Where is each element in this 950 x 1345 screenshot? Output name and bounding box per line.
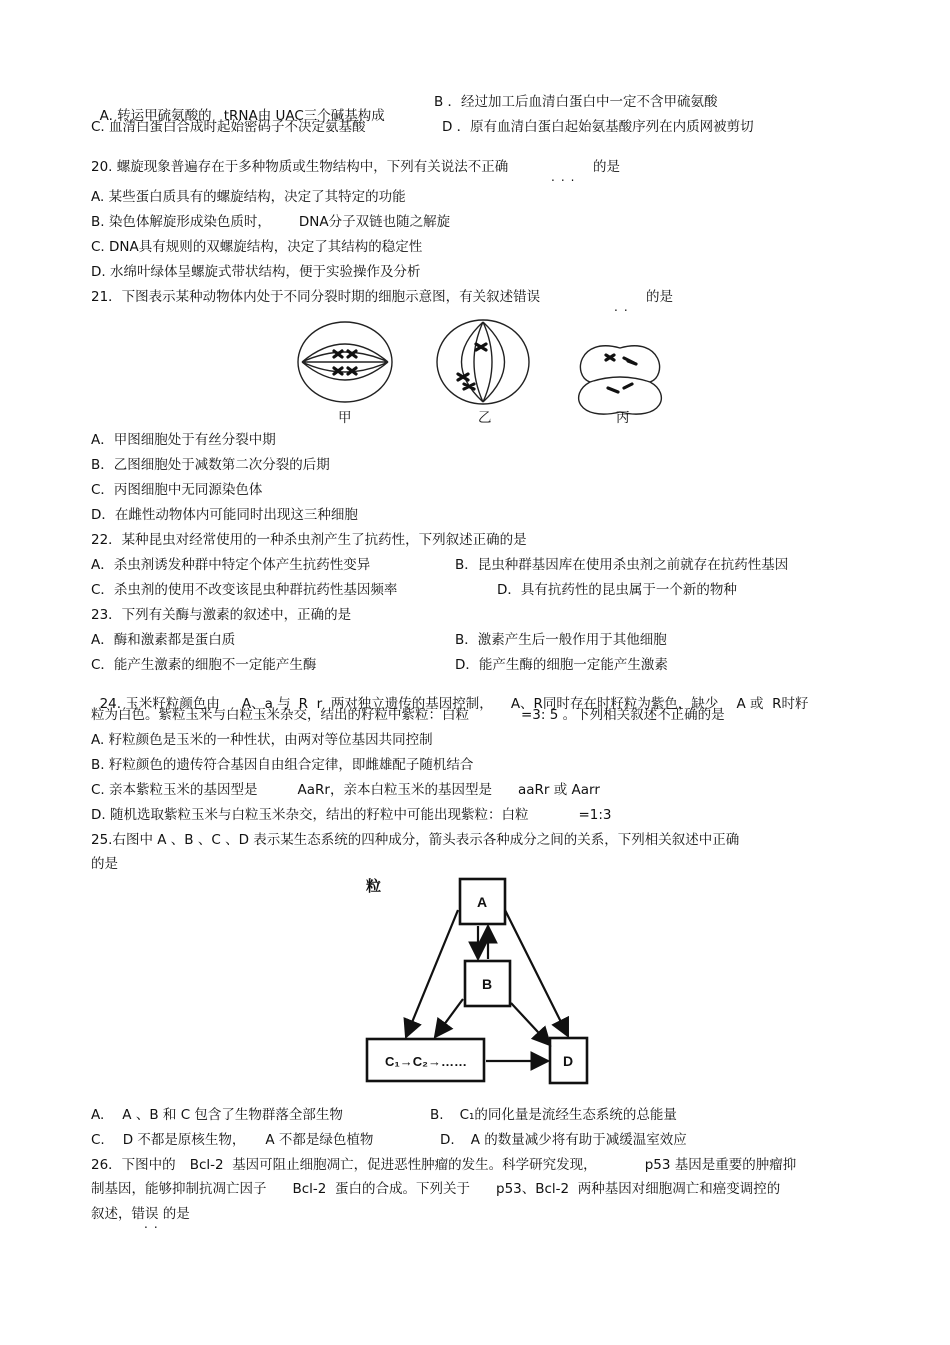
question-24-line2: 粒为白色。紫粒玉米与白粒玉米杂交，结出的籽粒中紫粒：白粒 =3: 5 。下列相关叙述不正确的是 [91,707,725,723]
node-b-label: B [481,976,493,992]
q23-option-d: D．能产生酶的细胞一定能产生激素 [455,657,668,673]
q25-option-d: D. A 的数量减少将有助于减缓温室效应 [440,1132,687,1148]
emphasis-dots: .. [614,300,634,314]
question-26-line1: 26．下图中的 Bcl-2 基因可阻止细胞凋亡，促进恶性肿瘤的发生。科学研究发现， p53 基因是重要的肿瘤抑 [91,1157,797,1173]
cell-bing [579,346,662,414]
question-22: 22．某种昆虫对经常使用的一种杀虫剂产生了抗药性，下列叙述正确的是 [91,532,527,548]
line-19b-option: B ．经过加工后血清白蛋白中一定不含甲硫氨酸 [434,94,718,110]
question-25: 25.右图中 A 、B 、C 、D 表示某生态系统的四种成分，箭头表示各种成分之间的关系，下列相关叙述中正确 [91,832,740,848]
q22-option-c: C．杀虫剂的使用不改变该昆虫种群抗药性基因频率 [91,582,398,598]
cell-label-bing: 丙 [616,410,630,426]
question-21: 21．下图表示某种动物体内处于不同分裂时期的细胞示意图，有关叙述错误 [91,289,541,305]
line-19a: A. 转运甲硫氨酸的 tRNA由 UAC三个碱基构成 [99,107,385,124]
q21-option-b: B．乙图细胞处于减数第二次分裂的后期 [91,457,330,473]
emphasis-dots: .. [144,1217,164,1231]
q25-option-b: B. C₁的同化量是流经生态系统的总能量 [430,1107,677,1123]
q23-option-c: C．能产生激素的细胞不一定能产生酶 [91,657,317,673]
question-23: 23．下列有关酶与激素的叙述中，正确的是 [91,607,352,623]
node-c-label: C₁→C₂→…… [385,1054,467,1069]
q24-option-a: A. 籽粒颜色是玉米的一种性状，由两对等位基因共同控制 [91,732,433,748]
line-19d-option: D ．原有血清白蛋白起始氨基酸序列在内质网被剪切 [442,119,754,135]
question-20: 20. 螺旋现象普遍存在于多种物质或生物结构中，下列有关说法不正确 [91,159,509,175]
question-25-end: 的是 [91,856,118,872]
diagram-corner-mark: 粒 [366,877,382,895]
q20-option-b: B. 染色体解旋形成染色质时， DNA分子双链也随之解旋 [91,214,451,230]
question-21-end: 的是 [646,289,673,305]
question-26-line3: 叙述，错误 的是 [91,1206,190,1222]
q22-option-b: B．昆虫种群基因库在使用杀虫剂之前就存在抗药性基因 [455,557,789,573]
q24-option-d: D. 随机选取紫粒玉米与白粒玉米杂交，结出的籽粒中可能出现紫粒：白粒 =1:3 [91,807,612,823]
question-20-end: 的是 [593,159,620,175]
q20-option-a: A. 某些蛋白质具有的螺旋结构，决定了其特定的功能 [91,189,406,205]
q21-option-c: C．丙图细胞中无同源染色体 [91,482,263,498]
line-19c: C. 血清白蛋白合成时起始密码子不决定氨基酸 [91,119,366,135]
q24-option-c: C. 亲本紫粒玉米的基因型是 AaRr，亲本白粒玉米的基因型是 aaRr 或 Aarr [91,782,600,798]
cell-yi [437,320,529,404]
q22-option-d: D．具有抗药性的昆虫属于一个新的物种 [497,582,737,598]
cell-label-yi: 乙 [478,410,492,426]
question-24-line1: 24. 玉米籽粒颜色由 A、a 与 R r 两对独立遗传的基因控制， A、R同时存在时籽粒为紫色，缺少 A 或 R时籽 [99,695,809,712]
node-d-label: D [562,1053,574,1069]
q20-option-c: C. DNA具有规则的双螺旋结构，决定了其结构的稳定性 [91,239,423,255]
ecosystem-diagram [360,875,600,1090]
q21-option-d: D．在雌性动物体内可能同时出现这三种细胞 [91,507,358,523]
q23-option-a: A．酶和激素都是蛋白质 [91,632,236,648]
q25-option-a: A. A 、B 和 C 包含了生物群落全部生物 [91,1107,343,1123]
cell-label-jia: 甲 [338,410,352,426]
q22-option-a: A．杀虫剂诱发种群中特定个体产生抗药性变异 [91,557,371,573]
q25-option-c: C. D 不都是原核生物， A 不都是绿色植物 [91,1132,374,1148]
question-26-line2: 制基因，能够抑制抗凋亡因子 Bcl-2 蛋白的合成。下列关于 p53、Bcl-2 两种基因对细胞凋亡和癌变调控的 [91,1181,781,1197]
q20-option-d: D. 水绵叶绿体呈螺旋式带状结构，便于实验操作及分析 [91,264,421,280]
q21-option-a: A．甲图细胞处于有丝分裂中期 [91,432,276,448]
q24-option-b: B. 籽粒颜色的遗传符合基因自由组合定律，即雌雄配子随机结合 [91,757,474,773]
node-a-label: A [476,894,488,910]
q23-option-b: B．激素产生后一般作用于其他细胞 [455,632,667,648]
emphasis-dots: ... [551,170,581,184]
